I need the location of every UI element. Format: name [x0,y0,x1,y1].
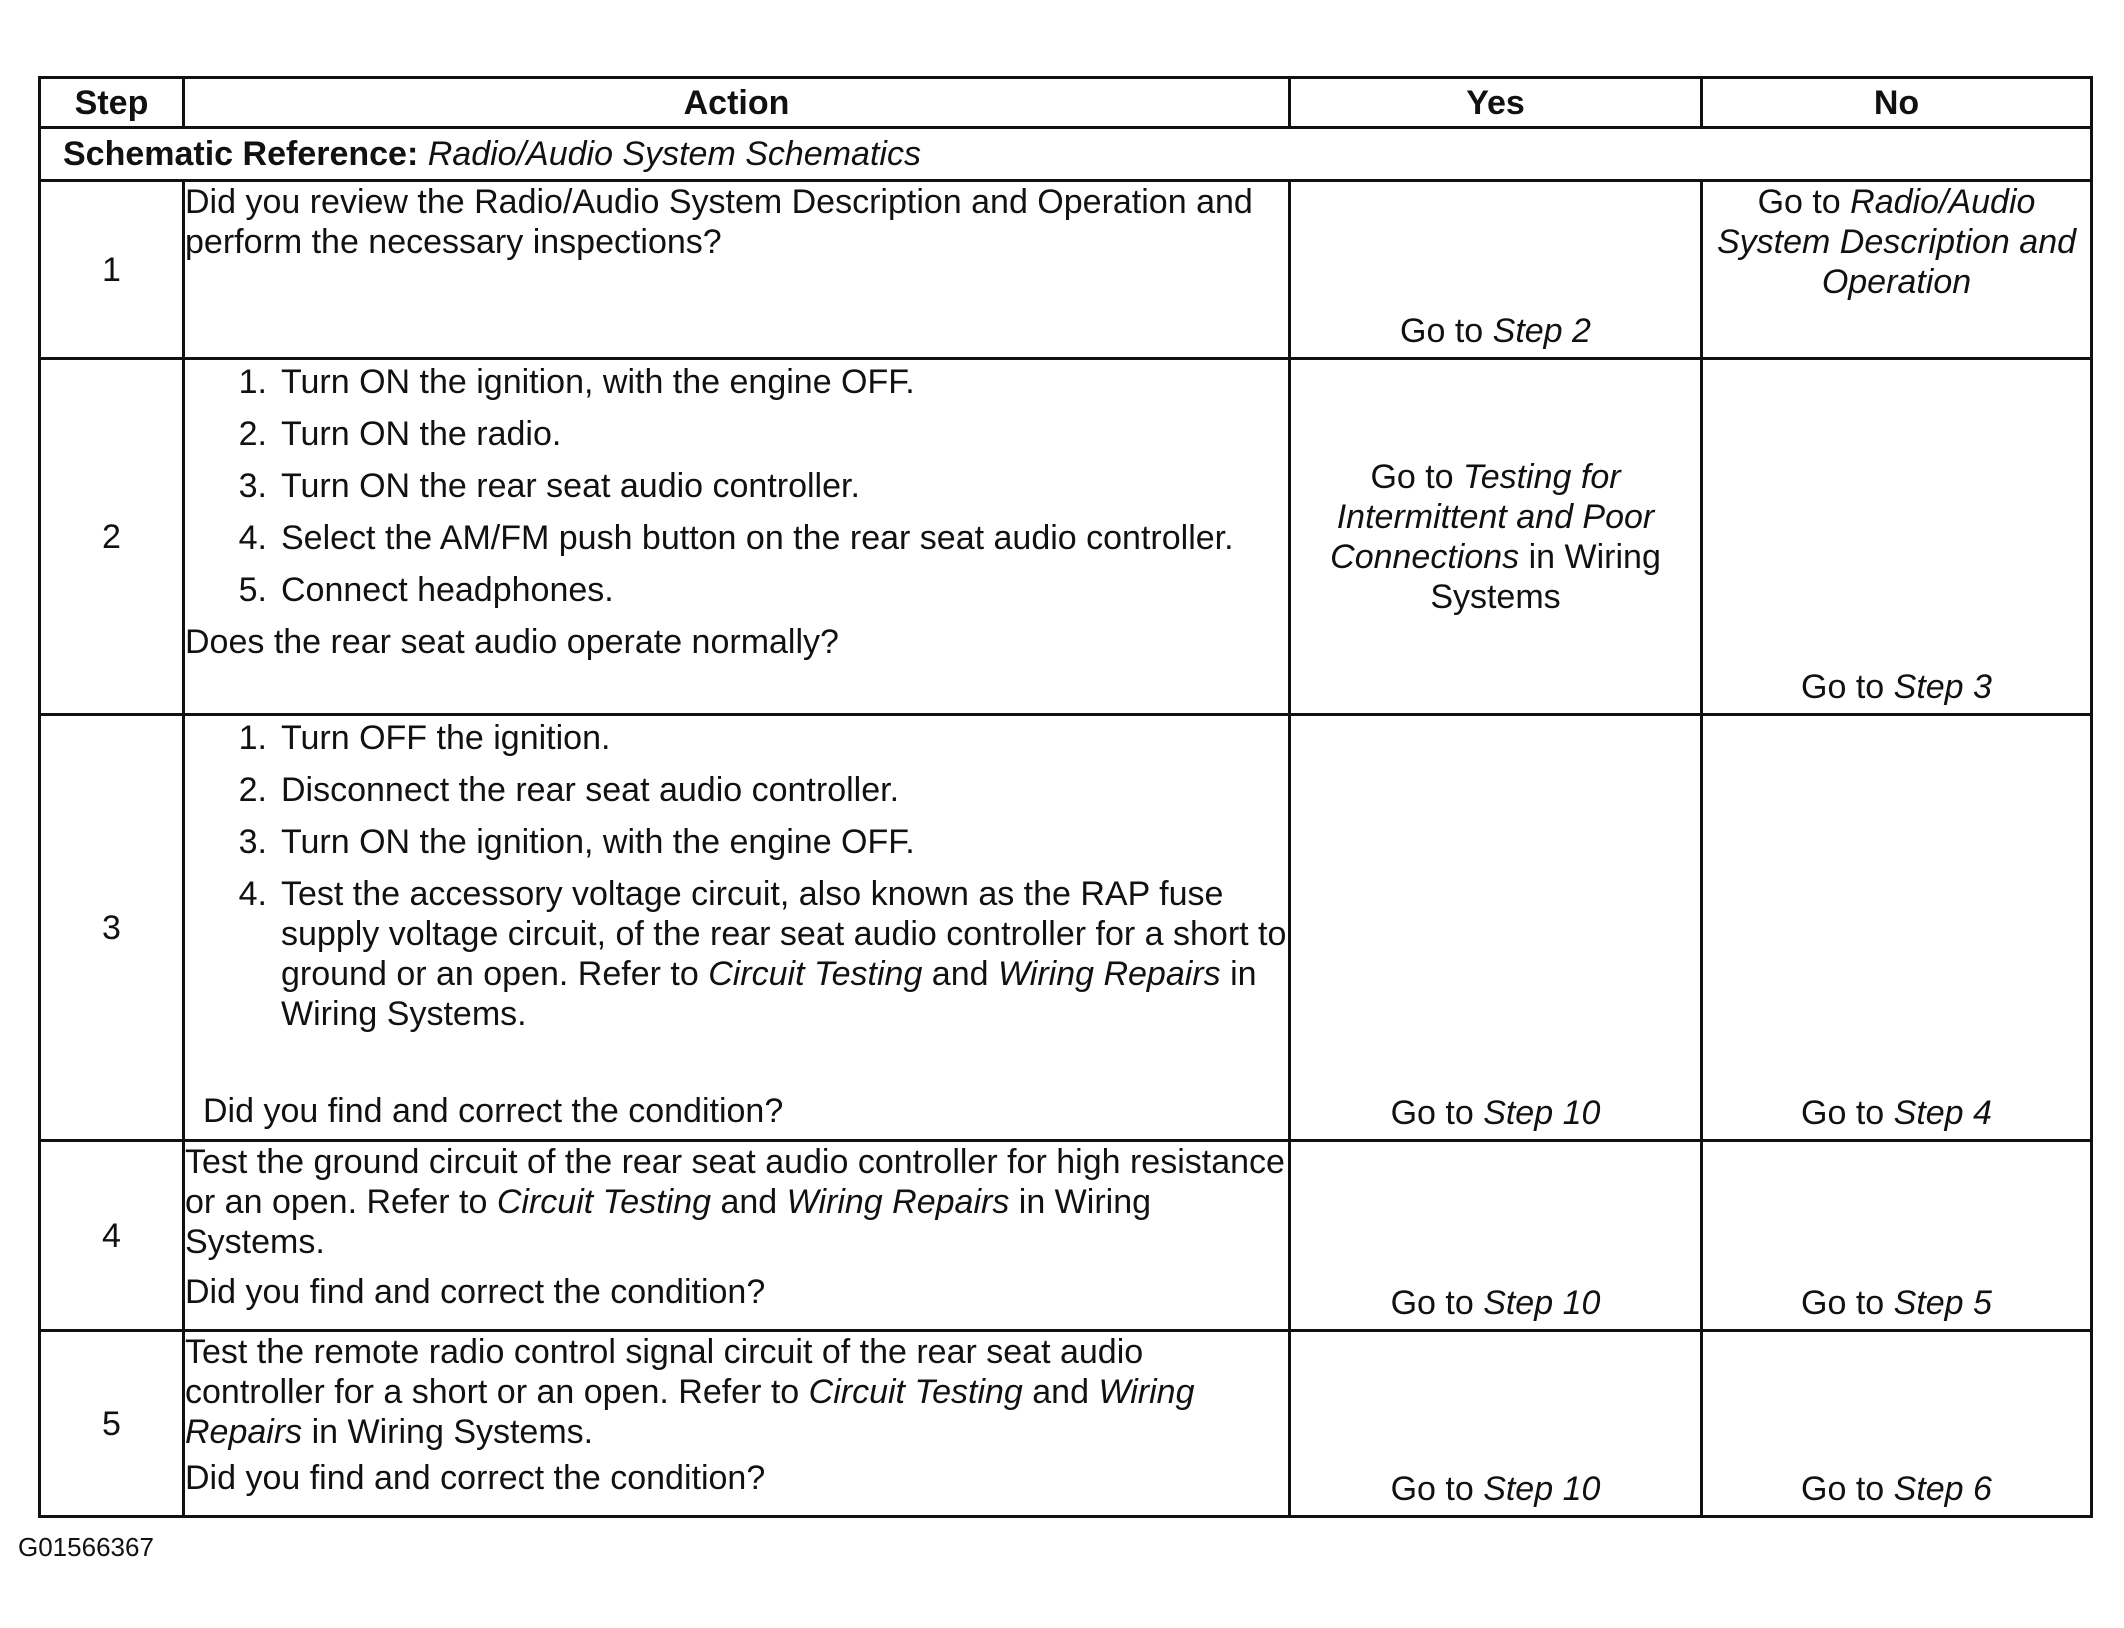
action-text: Test the remote radio control signal circuit of the rear seat audio controller for a short or an open. Refer to Circuit Testing and Wiring Repairs in Wiring Systems. [185,1333,1195,1451]
yes-link[interactable]: Step 10 [1483,1284,1601,1322]
no-result [1703,1469,2090,1509]
no-link[interactable]: Radio/Audio System Description and Operation [1716,183,2077,301]
no-prefix: Go to [1801,668,1894,706]
table-row [40,181,2092,359]
step-number: 1 [40,181,184,359]
yes-link[interactable]: Step 10 [1483,1470,1601,1508]
yes-link[interactable]: Step 2 [1492,312,1591,350]
list-item: 3. Turn ON the rear seat audio controller. [238,467,860,505]
no-cell [1702,181,2092,359]
list-item: 1. Turn OFF the ignition. [238,719,611,757]
list-item: 2. Turn ON the radio. [238,415,562,453]
no-prefix: Go to [1801,1470,1894,1508]
yes-prefix: Go to [1390,1284,1484,1322]
step-number: 2 [40,359,184,715]
yes-result [1291,311,1700,351]
wiring-repairs-link[interactable]: Wiring Repairs [185,1373,1195,1451]
no-cell [1702,715,2092,1141]
list-item: 3. Turn ON the ignition, with the engine OFF. [238,823,915,861]
no-link[interactable]: Step 5 [1893,1284,1992,1322]
yes-suffix: in Wiring Systems [1430,537,1661,616]
circuit-testing-link[interactable]: Circuit Testing [708,955,923,993]
action-cell [184,181,1290,359]
yes-result [1291,1093,1700,1133]
table-row [40,1331,2092,1517]
schematic-reference-link[interactable]: Radio/Audio System Schematics [427,135,921,173]
no-result [1703,1093,2090,1133]
action-question: Did you find and correct the condition? [185,1459,766,1497]
no-cell [1702,359,2092,715]
no-cell [1702,1141,2092,1331]
yes-cell [1290,1331,1702,1517]
list-item: 4. Test the accessory voltage circuit, also known as the RAP fuse supply voltage circuit, of the rear seat audio controller for a short to ground or an open. Refer to Circuit Testing and Wiring Repairs in Wiring Systems. [238,875,1287,1033]
wiring-repairs-link[interactable]: Wiring Repairs [786,1183,1010,1221]
action-question: Did you find and correct the condition? [203,1092,784,1130]
yes-prefix: Go to [1370,457,1464,496]
yes-cell [1290,715,1702,1141]
diagnostic-table [38,76,2093,1518]
yes-link[interactable]: Step 10 [1483,1094,1601,1132]
table-row [40,1141,2092,1331]
list-item: 2. Disconnect the rear seat audio controller. [238,771,900,809]
yes-cell [1290,181,1702,359]
action-cell [184,359,1290,715]
header-no: No [1702,78,2092,128]
action-cell [184,1331,1290,1517]
action-question: Does the rear seat audio operate normally? [185,623,839,661]
action-text: Test the ground circuit of the rear seat audio controller for high resistance or an open. Refer to Circuit Testing and Wiring Repairs in Wiring Systems. [185,1143,1285,1261]
step-number: 5 [40,1331,184,1517]
no-link[interactable]: Step 4 [1893,1094,1992,1132]
no-result [1703,667,2090,707]
action-cell [184,1141,1290,1331]
header-action: Action [184,78,1290,128]
header-step: Step [40,78,184,128]
no-result [1703,1283,2090,1323]
step-number: 3 [40,715,184,1141]
wiring-repairs-link[interactable]: Wiring Repairs [997,955,1221,993]
yes-result [1291,1469,1700,1509]
action-cell [184,715,1290,1141]
list-item: 1. Turn ON the ignition, with the engine OFF. [238,363,915,401]
table-row [40,359,2092,715]
action-question: Did you find and correct the condition? [185,1273,766,1311]
no-cell [1702,1331,2092,1517]
circuit-testing-link[interactable]: Circuit Testing [808,1373,1023,1411]
no-result [1703,182,2090,302]
list-item: 5. Connect headphones. [238,571,614,609]
yes-prefix: Go to [1400,312,1493,350]
yes-prefix: Go to [1390,1094,1484,1132]
table-row [40,715,2092,1141]
yes-cell [1290,359,1702,715]
yes-result [1291,1283,1700,1323]
figure-code: G01566367 [18,1532,154,1562]
no-link[interactable]: Step 6 [1893,1470,1992,1508]
no-prefix: Go to [1801,1094,1894,1132]
yes-link[interactable]: Testing for Intermittent and Poor Connections [1330,457,1655,576]
no-prefix: Go to [1757,183,1851,221]
action-step-list [185,718,1288,1034]
circuit-testing-link[interactable]: Circuit Testing [496,1183,712,1221]
header-yes: Yes [1290,78,1702,128]
action-step-list [185,362,1288,610]
schematic-reference-label: Schematic Reference: [63,135,419,173]
header-row [40,78,2092,128]
yes-result [1291,457,1700,617]
list-item: 4. Select the AM/FM push button on the rear seat audio controller. [238,519,1234,557]
action-text: Did you review the Radio/Audio System Description and Operation and perform the necessary inspections? [185,183,1253,261]
no-prefix: Go to [1801,1284,1894,1322]
yes-prefix: Go to [1390,1470,1484,1508]
yes-cell [1290,1141,1702,1331]
no-link[interactable]: Step 3 [1893,668,1992,706]
schematic-reference-row [40,128,2092,181]
step-number: 4 [40,1141,184,1331]
